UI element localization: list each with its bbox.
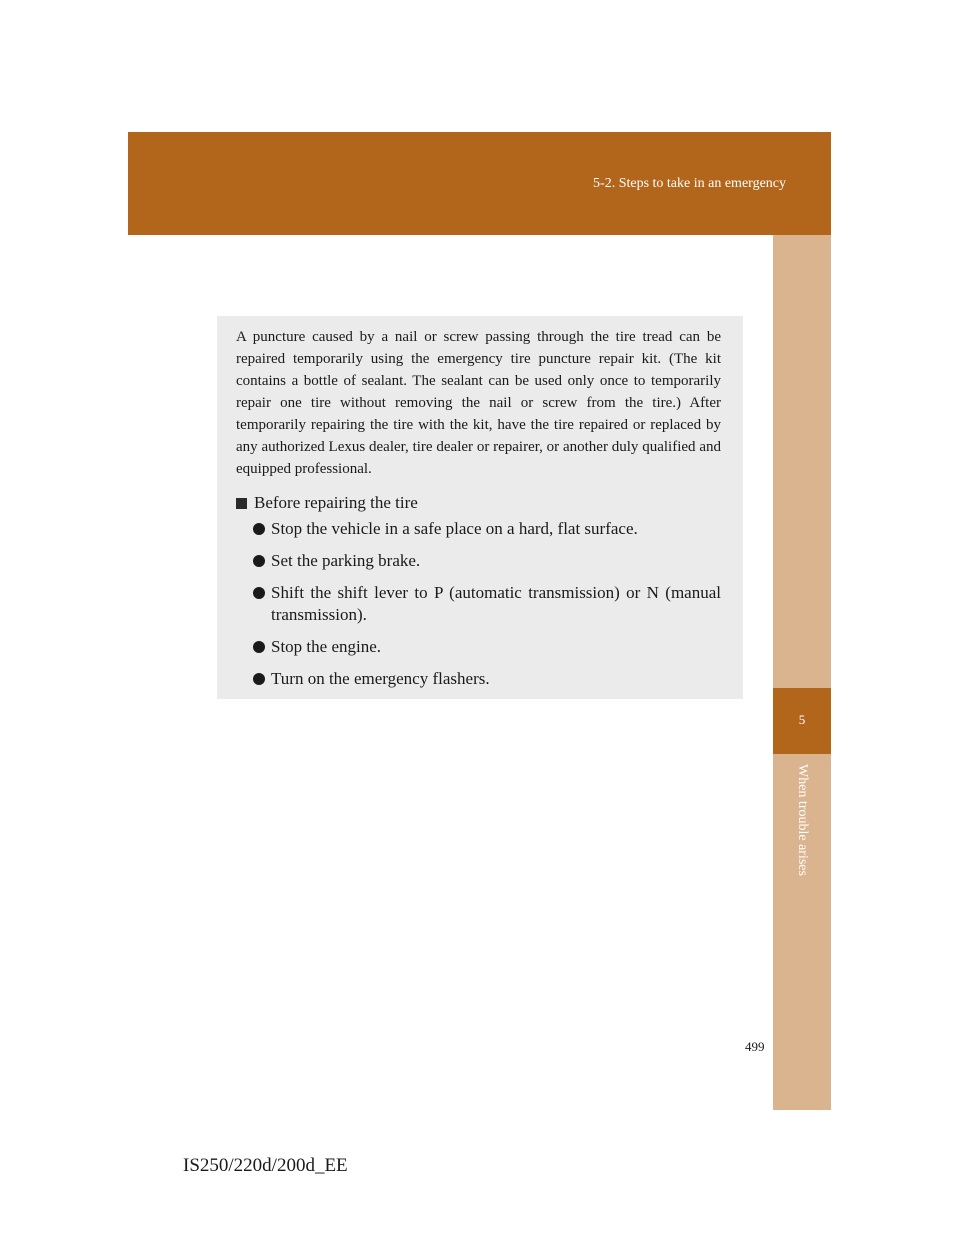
chapter-number: 5 bbox=[798, 712, 806, 727]
page-number: 499 bbox=[745, 1039, 765, 1054]
square-bullet-icon bbox=[236, 498, 247, 509]
intro-paragraph: A puncture caused by a nail or screw passing through the tire tread can be repaired temporarily using the emergency tire puncture repair kit. (The kit contains a bottle of sealant. The sealant can be used only once to temporarily repair one tire without removing the nail or screw from the tire.) After temporarily repairing the tire with the kit, have the tire repaired or replaced by any authorized Lexus dealer, tire dealer or repairer, or another duly qualified and equipped professional. bbox=[236, 329, 721, 477]
list-item bbox=[253, 518, 721, 540]
list-item-text: Stop the vehicle in a safe place on a hard, flat surface. bbox=[271, 519, 638, 538]
steps-list bbox=[236, 518, 721, 690]
section-heading bbox=[236, 492, 721, 514]
list-item-text: Stop the engine. bbox=[271, 637, 382, 656]
side-tab-lower bbox=[773, 754, 831, 1110]
list-item bbox=[253, 636, 721, 658]
list-item bbox=[253, 582, 721, 626]
bullet-dot-icon bbox=[253, 673, 265, 685]
list-item bbox=[253, 550, 721, 572]
chapter-label: When trouble arises bbox=[795, 764, 810, 876]
chapter-tab bbox=[773, 688, 831, 754]
side-tab-upper bbox=[773, 235, 831, 688]
list-item-text: Set the parking brake. bbox=[271, 551, 421, 570]
list-item bbox=[253, 668, 721, 690]
bullet-dot-icon bbox=[253, 555, 265, 567]
list-item-text: Shift the shift lever to P (automatic transmission) or N (manual transmission). bbox=[271, 583, 721, 624]
bullet-dot-icon bbox=[253, 641, 265, 653]
bullet-dot-icon bbox=[253, 587, 265, 599]
section-heading-text: Before repairing the tire bbox=[254, 493, 418, 512]
list-item-text: Turn on the emergency flashers. bbox=[271, 669, 490, 688]
section-title: 5-2. Steps to take in an emergency bbox=[593, 176, 786, 191]
info-box bbox=[217, 316, 743, 699]
bullet-dot-icon bbox=[253, 523, 265, 535]
model-code: IS250/220d/200d_EE bbox=[183, 1155, 348, 1176]
header-band bbox=[128, 132, 831, 235]
